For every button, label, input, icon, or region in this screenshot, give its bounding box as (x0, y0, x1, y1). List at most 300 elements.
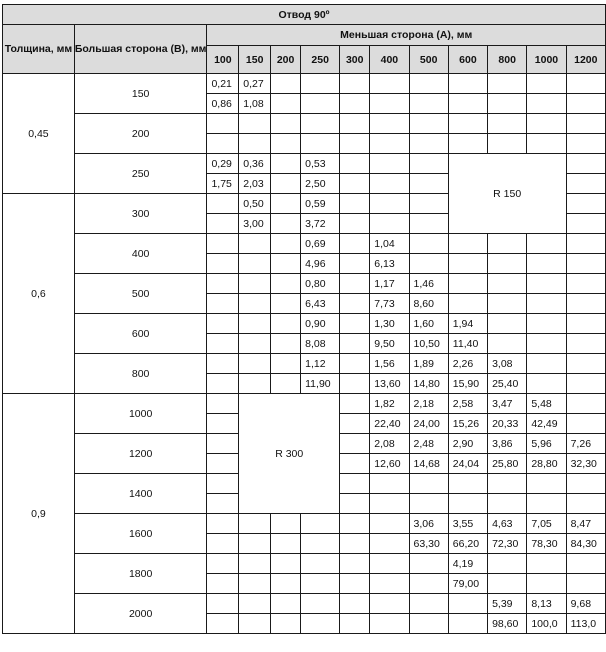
side-a-value-header: 200 (271, 46, 301, 74)
value-cell (271, 94, 301, 114)
value-cell: 9,68 (566, 594, 605, 614)
side-b-cell: 800 (74, 354, 207, 394)
value-cell (527, 574, 566, 594)
value-cell (340, 574, 370, 594)
value-cell (527, 74, 566, 94)
side-a-value-header: 250 (301, 46, 340, 74)
value-cell (488, 234, 527, 254)
value-cell: 84,30 (566, 534, 605, 554)
value-cell: 2,58 (448, 394, 487, 414)
value-cell (448, 494, 487, 514)
value-cell: 2,48 (409, 434, 448, 454)
value-cell (566, 374, 605, 394)
value-cell (370, 514, 409, 534)
value-cell: 78,30 (527, 534, 566, 554)
value-cell (271, 174, 301, 194)
value-cell: 0,27 (239, 74, 271, 94)
value-cell: 7,26 (566, 434, 605, 454)
value-cell (409, 214, 448, 234)
value-cell (239, 354, 271, 374)
value-cell (370, 154, 409, 174)
value-cell (488, 494, 527, 514)
value-cell (239, 574, 271, 594)
value-cell (271, 614, 301, 634)
value-cell (488, 94, 527, 114)
value-cell (409, 94, 448, 114)
side-a-column-header: Меньшая сторона (A), мм (207, 25, 606, 46)
value-cell (448, 594, 487, 614)
value-cell (527, 94, 566, 114)
value-cell (448, 294, 487, 314)
value-cell: 5,96 (527, 434, 566, 454)
value-cell (239, 274, 271, 294)
value-cell (301, 554, 340, 574)
side-b-cell: 1200 (74, 434, 207, 474)
value-cell: 0,90 (301, 314, 340, 334)
value-cell (566, 414, 605, 434)
value-cell (301, 514, 340, 534)
value-cell (207, 314, 239, 334)
value-cell (239, 594, 271, 614)
value-cell (340, 234, 370, 254)
value-cell (271, 214, 301, 234)
value-cell (409, 154, 448, 174)
table-title: Отвод 90º (3, 5, 606, 25)
radius-note: R 150 (448, 154, 566, 234)
value-cell (271, 594, 301, 614)
value-cell (527, 274, 566, 294)
value-cell (207, 474, 239, 494)
value-cell (448, 114, 487, 134)
value-cell: 9,50 (370, 334, 409, 354)
value-cell (566, 214, 605, 234)
table-row (3, 314, 606, 334)
value-cell: 5,39 (488, 594, 527, 614)
value-cell (370, 94, 409, 114)
value-cell (448, 274, 487, 294)
value-cell: 66,20 (448, 534, 487, 554)
thickness-cell: 0,9 (3, 394, 75, 634)
value-cell (409, 194, 448, 214)
value-cell (239, 254, 271, 274)
value-cell (340, 154, 370, 174)
value-cell (448, 254, 487, 274)
value-cell (340, 274, 370, 294)
value-cell (271, 374, 301, 394)
table-row (3, 514, 606, 534)
value-cell (370, 554, 409, 574)
side-b-cell: 400 (74, 234, 207, 274)
value-cell: 25,80 (488, 454, 527, 474)
value-cell: 1,60 (409, 314, 448, 334)
value-cell: 11,90 (301, 374, 340, 394)
value-cell (370, 174, 409, 194)
value-cell (301, 114, 340, 134)
value-cell (527, 494, 566, 514)
value-cell: 15,26 (448, 414, 487, 434)
value-cell (239, 294, 271, 314)
value-cell (527, 554, 566, 574)
side-a-value-header: 150 (239, 46, 271, 74)
value-cell (340, 174, 370, 194)
value-cell (271, 74, 301, 94)
value-cell: 63,30 (409, 534, 448, 554)
value-cell (566, 554, 605, 574)
value-cell (239, 614, 271, 634)
value-cell: 98,60 (488, 614, 527, 634)
value-cell (566, 194, 605, 214)
value-cell: 8,08 (301, 334, 340, 354)
value-cell: 24,00 (409, 414, 448, 434)
value-cell: 4,96 (301, 254, 340, 274)
value-cell (271, 314, 301, 334)
value-cell (488, 74, 527, 94)
side-a-value-header: 500 (409, 46, 448, 74)
value-cell (409, 574, 448, 594)
value-cell (340, 134, 370, 154)
table-row (3, 274, 606, 294)
value-cell (340, 514, 370, 534)
value-cell (527, 234, 566, 254)
value-cell: 1,46 (409, 274, 448, 294)
value-cell: 7,73 (370, 294, 409, 314)
value-cell (207, 274, 239, 294)
value-cell (207, 374, 239, 394)
value-cell (370, 134, 409, 154)
value-cell (370, 74, 409, 94)
value-cell (340, 194, 370, 214)
value-cell (239, 334, 271, 354)
value-cell (527, 474, 566, 494)
value-cell: 4,19 (448, 554, 487, 574)
value-cell (527, 334, 566, 354)
thickness-column-header: Толщина, мм (3, 25, 75, 74)
value-cell (271, 274, 301, 294)
value-cell: 2,18 (409, 394, 448, 414)
side-b-cell: 250 (74, 154, 207, 194)
value-cell (566, 494, 605, 514)
value-cell: 12,60 (370, 454, 409, 474)
side-b-cell: 1400 (74, 474, 207, 514)
value-cell (207, 414, 239, 434)
value-cell (370, 114, 409, 134)
value-cell (488, 274, 527, 294)
value-cell (340, 614, 370, 634)
value-cell (566, 134, 605, 154)
value-cell: 25,40 (488, 374, 527, 394)
value-cell (207, 574, 239, 594)
value-cell (448, 134, 487, 154)
value-cell (340, 354, 370, 374)
value-cell: 22,40 (370, 414, 409, 434)
value-cell (409, 74, 448, 94)
value-cell (271, 194, 301, 214)
value-cell (488, 314, 527, 334)
value-cell (527, 294, 566, 314)
side-b-cell: 150 (74, 74, 207, 114)
value-cell (271, 514, 301, 534)
value-cell (207, 234, 239, 254)
value-cell: 1,17 (370, 274, 409, 294)
value-cell: 3,47 (488, 394, 527, 414)
value-cell (271, 114, 301, 134)
side-a-value-header: 800 (488, 46, 527, 74)
value-cell: 2,03 (239, 174, 271, 194)
value-cell (239, 554, 271, 574)
value-cell (488, 554, 527, 574)
table-row (3, 394, 606, 414)
value-cell (207, 394, 239, 414)
value-cell: 0,50 (239, 194, 271, 214)
value-cell (271, 134, 301, 154)
value-cell (207, 494, 239, 514)
value-cell: 6,43 (301, 294, 340, 314)
value-cell (239, 314, 271, 334)
value-cell: 3,72 (301, 214, 340, 234)
value-cell (340, 294, 370, 314)
value-cell (271, 234, 301, 254)
side-b-cell: 300 (74, 194, 207, 234)
value-cell (207, 214, 239, 234)
value-cell (340, 394, 370, 414)
table-row (3, 74, 606, 94)
value-cell (488, 294, 527, 314)
value-cell (301, 534, 340, 554)
value-cell (340, 314, 370, 334)
value-cell: 14,68 (409, 454, 448, 474)
value-cell: 4,63 (488, 514, 527, 534)
side-b-cell: 1800 (74, 554, 207, 594)
value-cell: 3,55 (448, 514, 487, 534)
value-cell (488, 574, 527, 594)
value-cell (271, 254, 301, 274)
value-cell: 2,26 (448, 354, 487, 374)
value-cell: 100,0 (527, 614, 566, 634)
value-cell: 8,13 (527, 594, 566, 614)
value-cell: 0,36 (239, 154, 271, 174)
value-cell (527, 254, 566, 274)
value-cell (239, 234, 271, 254)
value-cell (207, 554, 239, 574)
value-cell (207, 614, 239, 634)
value-cell (271, 154, 301, 174)
side-b-cell: 2000 (74, 594, 207, 634)
side-a-value-header: 1000 (527, 46, 566, 74)
value-cell (207, 534, 239, 554)
value-cell (340, 74, 370, 94)
value-cell (527, 374, 566, 394)
table-row (3, 554, 606, 574)
value-cell (448, 474, 487, 494)
value-cell (409, 234, 448, 254)
value-cell: 1,12 (301, 354, 340, 374)
value-cell (370, 614, 409, 634)
value-cell (566, 314, 605, 334)
value-cell: 11,40 (448, 334, 487, 354)
value-cell (409, 114, 448, 134)
value-cell (409, 554, 448, 574)
side-b-cell: 1600 (74, 514, 207, 554)
value-cell (448, 614, 487, 634)
value-cell (488, 474, 527, 494)
value-cell (340, 534, 370, 554)
table-row (3, 114, 606, 134)
value-cell: 32,30 (566, 454, 605, 474)
value-cell (409, 254, 448, 274)
value-cell (566, 294, 605, 314)
value-cell (239, 134, 271, 154)
value-cell (409, 134, 448, 154)
value-cell: 13,60 (370, 374, 409, 394)
value-cell (207, 294, 239, 314)
value-cell: 1,08 (239, 94, 271, 114)
value-cell (566, 74, 605, 94)
value-cell: 1,30 (370, 314, 409, 334)
value-cell: 0,59 (301, 194, 340, 214)
value-cell: 28,80 (527, 454, 566, 474)
value-cell: 1,89 (409, 354, 448, 374)
spec-table-container (2, 4, 606, 634)
value-cell (488, 254, 527, 274)
value-cell (566, 474, 605, 494)
value-cell: 20,33 (488, 414, 527, 434)
value-cell (566, 254, 605, 274)
value-cell (207, 254, 239, 274)
side-a-value-header: 100 (207, 46, 239, 74)
value-cell: 8,60 (409, 294, 448, 314)
value-cell: 8,47 (566, 514, 605, 534)
thickness-cell: 0,45 (3, 74, 75, 194)
value-cell: 1,56 (370, 354, 409, 374)
value-cell (409, 174, 448, 194)
value-cell (207, 194, 239, 214)
side-a-value-header: 1200 (566, 46, 605, 74)
value-cell: 10,50 (409, 334, 448, 354)
value-cell (370, 474, 409, 494)
value-cell (207, 354, 239, 374)
value-cell (239, 114, 271, 134)
value-cell (301, 94, 340, 114)
value-cell (370, 494, 409, 514)
value-cell: 3,08 (488, 354, 527, 374)
value-cell (340, 554, 370, 574)
value-cell (207, 334, 239, 354)
value-cell: 1,75 (207, 174, 239, 194)
value-cell (340, 374, 370, 394)
radius-note: R 300 (239, 394, 340, 514)
value-cell (566, 94, 605, 114)
value-cell (566, 234, 605, 254)
table-row (3, 354, 606, 374)
value-cell: 2,50 (301, 174, 340, 194)
value-cell: 1,94 (448, 314, 487, 334)
value-cell (370, 194, 409, 214)
value-cell: 2,08 (370, 434, 409, 454)
value-cell (566, 334, 605, 354)
value-cell (488, 334, 527, 354)
value-cell (409, 474, 448, 494)
value-cell (488, 134, 527, 154)
value-cell: 5,48 (527, 394, 566, 414)
value-cell (239, 514, 271, 534)
value-cell (207, 134, 239, 154)
value-cell (301, 574, 340, 594)
value-cell (527, 314, 566, 334)
value-cell: 42,49 (527, 414, 566, 434)
value-cell: 6,13 (370, 254, 409, 274)
value-cell (566, 274, 605, 294)
value-cell (566, 354, 605, 374)
value-cell: 0,29 (207, 154, 239, 174)
value-cell (566, 174, 605, 194)
side-b-cell: 1000 (74, 394, 207, 434)
side-b-cell: 600 (74, 314, 207, 354)
value-cell (271, 554, 301, 574)
value-cell (301, 614, 340, 634)
side-b-cell: 500 (74, 274, 207, 314)
value-cell (409, 494, 448, 514)
value-cell: 3,06 (409, 514, 448, 534)
value-cell (271, 354, 301, 374)
value-cell (527, 354, 566, 374)
table-row (3, 154, 606, 174)
value-cell (409, 614, 448, 634)
value-cell: 113,0 (566, 614, 605, 634)
value-cell (409, 594, 448, 614)
value-cell (566, 154, 605, 174)
side-b-cell: 200 (74, 114, 207, 154)
value-cell (207, 514, 239, 534)
value-cell (488, 114, 527, 134)
value-cell (207, 454, 239, 474)
value-cell: 15,90 (448, 374, 487, 394)
value-cell (370, 594, 409, 614)
value-cell (340, 474, 370, 494)
value-cell: 3,86 (488, 434, 527, 454)
value-cell (340, 334, 370, 354)
value-cell (370, 574, 409, 594)
value-cell: 0,53 (301, 154, 340, 174)
value-cell (340, 494, 370, 514)
value-cell (271, 534, 301, 554)
value-cell (340, 454, 370, 474)
value-cell (527, 134, 566, 154)
value-cell: 1,04 (370, 234, 409, 254)
value-cell (527, 114, 566, 134)
value-cell: 7,05 (527, 514, 566, 534)
value-cell: 3,00 (239, 214, 271, 234)
value-cell: 24,04 (448, 454, 487, 474)
value-cell (566, 574, 605, 594)
value-cell: 0,21 (207, 74, 239, 94)
value-cell (340, 414, 370, 434)
side-a-value-header: 600 (448, 46, 487, 74)
value-cell (239, 534, 271, 554)
value-cell (239, 374, 271, 394)
side-a-value-header: 300 (340, 46, 370, 74)
value-cell (301, 134, 340, 154)
side-b-column-header: Большая сторона (B), мм (74, 25, 207, 74)
value-cell (340, 254, 370, 274)
value-cell (448, 94, 487, 114)
value-cell (448, 74, 487, 94)
table-row (3, 234, 606, 254)
value-cell (271, 334, 301, 354)
value-cell (340, 114, 370, 134)
value-cell (370, 534, 409, 554)
value-cell: 72,30 (488, 534, 527, 554)
value-cell: 0,80 (301, 274, 340, 294)
